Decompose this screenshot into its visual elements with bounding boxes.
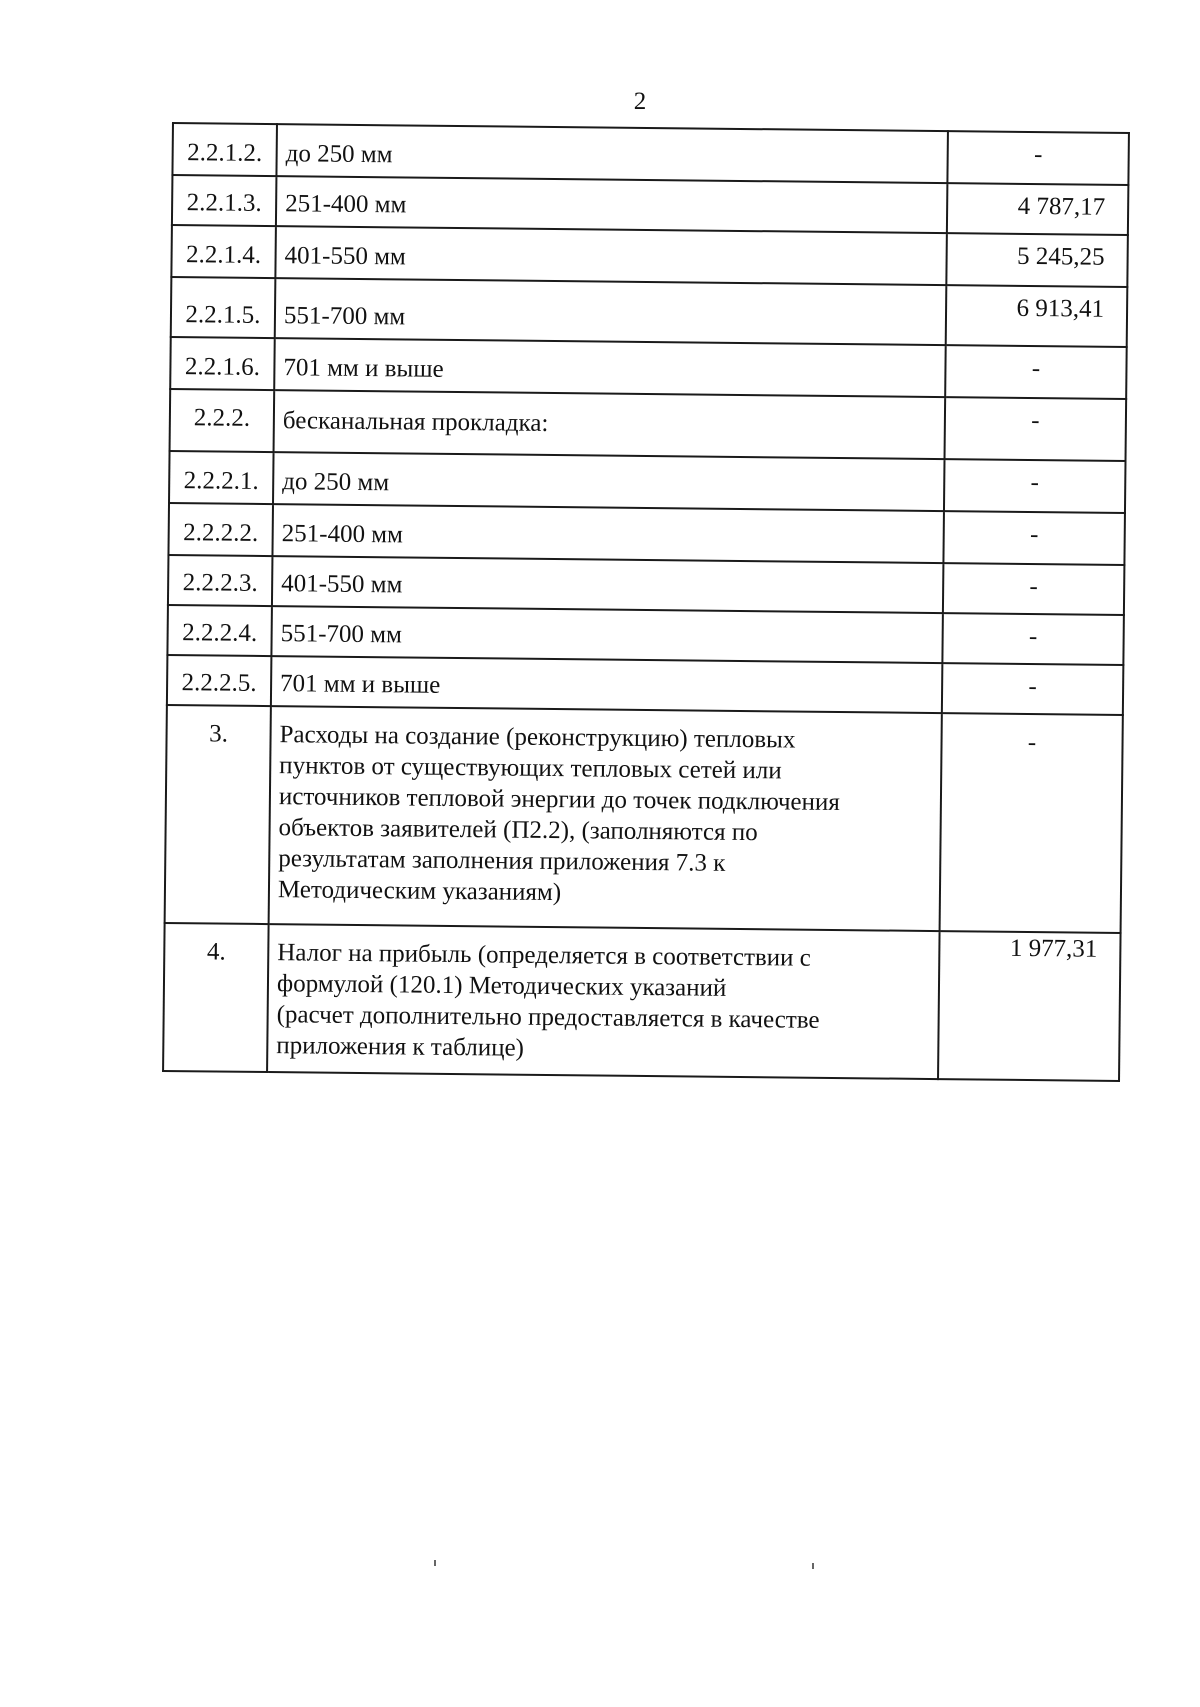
- scan-speck: [434, 1560, 436, 1566]
- row-number: 2.2.2.2.: [168, 503, 273, 556]
- cost-table: [162, 122, 1130, 1082]
- row-number: 3.: [165, 705, 271, 924]
- row-value: -: [945, 345, 1127, 399]
- row-description: 701 мм и выше: [271, 656, 942, 713]
- row-number: 2.2.1.5.: [171, 277, 276, 338]
- row-number: 2.2.2.3.: [168, 555, 273, 606]
- row-number: 2.2.2.4.: [167, 605, 272, 656]
- row-value: -: [943, 511, 1125, 565]
- row-number: 2.2.1.3.: [172, 175, 277, 226]
- row-value: 4 787,17: [947, 183, 1129, 235]
- table-row: [171, 277, 1128, 347]
- row-value: -: [940, 713, 1123, 933]
- row-value: -: [947, 131, 1129, 185]
- table-row: [170, 389, 1127, 461]
- row-description: Налог на прибыль (определяется в соответствии с формулой (120.1) Методических указаний (расчет дополнительно предоставляется в качестве приложения к таблице): [267, 924, 940, 1079]
- row-number: 2.2.1.6.: [170, 337, 275, 390]
- row-value: 5 245,25: [946, 233, 1128, 287]
- row-description: 251-400 мм: [272, 504, 944, 563]
- table-row: [165, 705, 1123, 933]
- row-value: -: [945, 397, 1127, 461]
- scan-speck: [812, 1563, 814, 1569]
- row-description: до 250 мм: [276, 124, 948, 183]
- row-value: -: [942, 613, 1124, 665]
- row-value: -: [943, 563, 1125, 615]
- row-value: 6 913,41: [946, 285, 1128, 347]
- row-description: 401-550 мм: [275, 226, 947, 285]
- row-description: Расходы на создание (реконструкцию) тепловых пунктов от существующих тепловых сетей или источников тепловой энергии до точек подключения объектов заявителей (П2.2), (заполняются по результатам заполнения приложения 7.3 к Методическим указаниям): [269, 706, 942, 931]
- row-description: 551-700 мм: [271, 606, 942, 663]
- row-number: 2.2.2.1.: [169, 451, 274, 504]
- page-number: 2: [633, 88, 647, 115]
- row-description: 701 мм и выше: [274, 338, 946, 397]
- row-description: 401-550 мм: [272, 556, 943, 613]
- table-row: [163, 923, 1120, 1081]
- row-description: бесканальная прокладка:: [274, 390, 946, 459]
- row-number: 2.2.2.5.: [167, 655, 272, 706]
- row-number: 2.2.1.2.: [172, 123, 277, 176]
- row-value: 1 977,31: [938, 931, 1121, 1081]
- row-value: -: [944, 459, 1126, 513]
- row-description: до 250 мм: [273, 452, 945, 511]
- row-value: -: [942, 663, 1124, 715]
- row-number: 2.2.2.: [170, 389, 275, 452]
- row-description: 551-700 мм: [275, 278, 947, 345]
- row-number: 2.2.1.4.: [171, 225, 276, 278]
- row-number: 4.: [163, 923, 269, 1072]
- row-description: 251-400 мм: [276, 176, 947, 233]
